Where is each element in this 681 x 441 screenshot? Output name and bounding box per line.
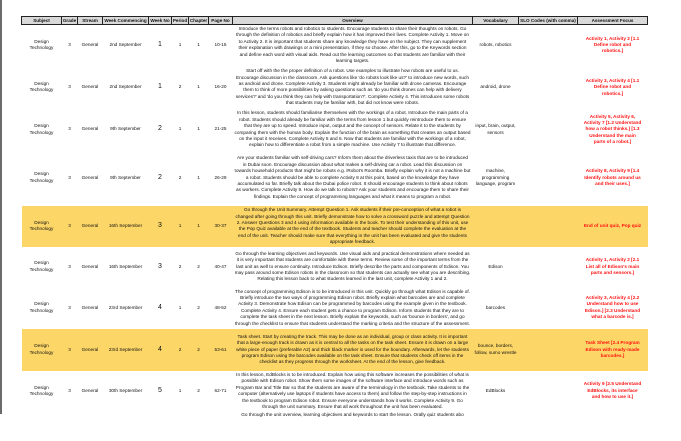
table-row [22,150,648,206]
cell-chapter: 2 [197,387,200,393]
cell-subject: Design Technology [29,260,54,272]
cell-week-commencing: 2nd September [109,84,142,90]
cell-slo [519,247,578,287]
column-header-page-no: Page No [209,17,233,25]
cell-assessment: End of unit quiz, Pop quiz [578,206,648,247]
cell-vocabulary: barcodes [485,304,506,310]
cell-period: 2 [178,174,182,180]
cell-vocabulary [473,411,519,441]
cell-assessment: Activity 3, Activity 4 [2.2 Understand how to use Edison.] [2.3 Understand what a barcode is.] [584,295,641,320]
column-header-stream: Stream [78,17,103,25]
cell-overview: In this lesson, EdBlocks is to be introduced. Explain how using this software increases the possibilities of what is possible with Edison robot. Show them some images of the software interface and introduce words such as Program Bar and Title Bar so that the students are aware of the terminology in the textbook. Take students to the computer (alternatively use laptops if students have access to them) and follow the step-by-step instructions in the textbook to program Edison robot. Ensure everyone understands how it works. Complete Activity 9. Go through the unit summary. Ensure that all work throughout the unit has been evaluated. [235,371,470,409]
cell-week-no: 4 [158,303,162,311]
cell-vocabulary: EdBlocks [485,387,506,393]
table-row [22,65,648,109]
cell-subject: Design Technology [29,81,54,93]
cell-period: 1 [172,206,189,247]
cell-stream: General [81,174,99,180]
cell-slo [519,109,578,149]
cell-week-commencing: 2nd September [109,42,142,48]
cell-stream: General [81,84,99,90]
cell-overview: Task sheet. Start by creating the track. This may be done as an individual, group or class activity. It is important that a large-enough track is drawn as it is central to all the tasks on the task sheet. Ensure it is drawn on a large white piece of paper (preferable A2) and thick black marker is used for the boundary. Afterwards, let the students program Edison using the barcodes available on the task sheet. Ensure that students check off items in the checklist as they progress through the worksheet. At the end of the lesson, give feedback. [233,329,473,371]
cell-week-commencing [103,411,149,441]
cell-week-no: 3 [149,206,172,247]
cell-stream: General [81,126,99,132]
column-header-grade: Grade [62,17,77,23]
lesson-plan-table [21,16,648,441]
table-row [22,371,648,411]
cell-vocabulary [473,206,519,247]
cell-grade: 3 [68,304,71,310]
column-header-subject: Subject [22,17,62,25]
cell-subject: Design Technology [29,384,54,397]
window-left-edge [0,0,2,414]
cell-stream: General [81,263,99,269]
cell-grade: 3 [62,206,78,247]
cell-week-commencing: 30th September [108,387,143,393]
cell-slo [519,206,578,247]
cell-page-no: 21-25 [214,126,227,132]
column-header-vocabulary: Vocabulary [473,17,519,25]
cell-slo [519,25,578,66]
cell-vocabulary: Edison [488,263,503,269]
column-header-period: Period [172,17,188,23]
cell-overview: Go through the learning objectives and keywords. Use visual aids and practical demonstrations where needed as it is very important that students are comfortable with these terms. Review some of the important terms from the last unit as well to ensure continuity. Introduce Edison. Briefly describe the parts and components of Edison. You may pass around some Edison robots in the classroom so that students can actually see what you are describing. Relating this lesson back to what students learned in the last unit, complete Activity 1 and 2. [234,250,471,282]
table-row [22,411,648,441]
cell-period: 2 [178,263,182,269]
cell-page-no: 26-29 [214,174,227,180]
cell-subject: Design Technology [29,171,54,183]
cell-week-no [149,411,172,441]
cell-assessment: Activity 5, Activity 6, Activity 7 [1.2 Understand how a robot thinks.] [1.3 Understand the main parts of a robot.] [583,113,642,145]
table-row [22,206,648,247]
cell-overview: In this lesson, students should familiarise themselves with the workings of a robot. Introduce the main parts of a robot. Students should already be familiar with the terms from lesson 1 but quickly reintroduce them to ensure that they are up to speed. Introduce input, output and the concept of sensors. Relate it to the students by comparing them with the human body. Explain the function of the brain as something that creates an output based on the input it receives. Complete Activity 5 and 6. Now that students are familiar with the workings of a robot, explain how to differentiate a robot from a simple machine. Use Activity 7 to illustrate that difference. [234,110,471,148]
cell-stream: General [81,42,99,48]
cell-period [172,411,189,441]
cell-period: 1 [178,126,182,132]
cell-grade: 3 [68,263,71,269]
cell-grade: 3 [68,84,71,90]
cell-week-commencing: 9th September [110,174,141,180]
cell-vocabulary: bounce, borders, follow, sumo wrestle [473,329,519,371]
cell-week-no: 2 [158,125,162,133]
cell-week-commencing: 9th September [110,126,141,132]
cell-page-no: 40-47 [214,263,227,269]
cell-slo [519,411,578,441]
cell-period: 1 [178,387,182,393]
cell-week-no: 1 [158,83,162,91]
cell-week-no: 2 [158,173,162,181]
cell-grade: 3 [68,174,71,180]
cell-assessment: Activity 1, Activity 2 [2.1 List all of Edison's main parts and sensors.] [585,257,640,276]
cell-week-commencing: 23rd September [103,329,149,371]
cell-week-commencing: 16th September [108,263,143,269]
cell-assessment: Task Sheet [2.4 Program Edison with ready-made barcodes.] [578,329,648,371]
table-row [22,109,648,149]
cell-stream: General [78,329,103,371]
cell-slo [519,371,578,411]
cell-chapter: 2 [197,304,200,310]
cell-overview: Go through the Unit Summary. Attempt Question 1. Ask students if their pre-conception of what a robot is changed after going through this unit. Briefly demonstrate how to solve a crossword puzzle and attempt Question 2. Answer Questions 3 and 4 using information available in the book. To test their understanding of this unit, use the Pop Quiz available at the end of the textbook. Students and teacher should complete the evaluation at the end of the unit. Teacher should make sure that everything in the unit has been evaluated and give the students appropriate feedback. [233,206,473,247]
cell-vocabulary: machine, programming language, program [475,168,516,187]
cell-vocabulary: android, drone [480,84,511,90]
column-header-overview: Overview [233,17,473,25]
cell-slo [519,150,578,206]
cell-page-no: 16-20 [214,84,227,90]
cell-stream [78,411,103,441]
column-header-chapter: Chapter [189,17,208,23]
cell-page-no: 53-61 [209,329,233,371]
cell-chapter: 1 [197,42,200,48]
header-row [22,17,648,25]
cell-week-commencing: 16th September [103,206,149,247]
cell-grade [62,411,78,441]
cell-chapter: 2 [189,329,209,371]
table-row [22,25,648,66]
cell-page-no: 48-52 [214,304,227,310]
cell-vocabulary: input, brain, output, sensors [475,123,516,135]
cell-chapter: 2 [197,263,200,269]
cell-week-no: 1 [158,41,162,49]
cell-page-no [209,411,233,441]
cell-assessment: Activity 1, Activity 2 [1.1 Define robot and robotics.] [585,35,640,54]
cell-assessment [578,411,648,441]
cell-subject [22,411,62,441]
cell-subject: Design Technology [22,329,62,371]
cell-stream: General [81,387,99,393]
cell-week-commencing: 23rd September [108,304,143,310]
cell-vocabulary: robots, robotics [479,42,512,48]
cell-subject: Design Technology [22,206,62,247]
cell-slo [519,329,578,371]
cell-overview: Go through the unit overview, learning objectives and keywords to start the lesson. Orally quiz students abo [241,412,464,418]
cell-chapter: 1 [197,84,200,90]
cell-assessment: Activity 3, Activity 4 [1.1 Define robot and robotics.] [585,77,640,96]
cell-assessment: Activity 9 [2.5 Understand EdBlocks, its interface and how to use it.] [583,381,642,400]
cell-overview: Are your students familiar with self-driving cars? Inform them about the driverless taxis that are to be introduced in Dubai soon. Encourage discussion about what makes a self-driving car a robot. Lead this discussion on towards household products that might be robots e.g. iRobot's Roomba. Briefly explain why it is not a machine but a robot. Students should be able to complete Activity 8 at this point, based on the knowledge they have accumulated so far. Briefly talk about the Dubai police robot. It should encourage students to think about robots as workers. Complete Activity 9. How do we talk to robots? Ask your students and encourage them to share their findings. Explain the concept of programming languages and what it means to program a robot. [234,155,471,199]
cell-chapter [189,411,209,441]
cell-subject: Design Technology [29,301,54,313]
cell-slo [519,65,578,109]
cell-period: 1 [178,42,182,48]
cell-overview: Start off with the the proper definition of a robot. Use examples to illustrate how robots are useful to us. Encourage discussion in the classroom. Ask questions like 'do robots look like us?' to introduce new words, such as android and drone. Complete Activity 3. Students might already be familiar with drone cameras. Encourage them to think of more possibilities by asking questions such as 'do you think drones can help with delivery services?' and 'do you think they can help with transportation?'. Complete Activity 4. This introduces some robots that students may be familiar with, but did not know were robots. [235,68,470,106]
cell-stream: General [78,206,103,247]
cell-grade: 3 [68,42,71,48]
table-row [22,287,648,329]
cell-subject: Design Technology [29,38,54,51]
cell-grade: 3 [68,387,71,393]
cell-week-no: 4 [149,329,172,371]
cell-assessment: Activity 8, Activity 9 [1.4 Identify robots around us and their uses.] [584,168,641,187]
column-header-week-commencing: Week Commencing [104,17,147,23]
table-row [22,247,648,287]
cell-page-no: 30-37 [209,206,233,247]
cell-subject: Design Technology [29,123,54,135]
cell-chapter: 1 [197,174,200,180]
cell-week-no: 3 [158,262,162,270]
cell-grade: 3 [62,329,78,371]
cell-period: 2 [172,329,189,371]
table-row [22,329,648,371]
cell-overview: The concept of programming Edison is to be introduced in this unit. Quickly go through what Edison is capable of. Briefly introduce the two ways of programming Edison robot. Briefly explain what barcodes are and complete Activity 3. Demonstrate how Edison can be programmed by barcodes using the example given in the textbook. Complete Activity 4. Ensure each student gets a chance to program Edison. Inform students that they are to complete the task sheet in the next lesson. Briefly explain the keywords, such as 'bounce in borders', and go through the checklist to ensure that students understand the marking criteria and the structure of the assessment. [234,288,471,326]
column-header-week-no: Week No [150,17,170,23]
cell-stream: General [81,304,99,310]
cell-page-no: 10-15 [214,42,227,48]
cell-grade: 3 [68,126,71,132]
cell-period: 1 [178,304,182,310]
cell-chapter: 1 [197,126,200,132]
column-header-assessment: Assessment Focus [578,17,648,25]
column-header-slo: SLO Codes (with comma) [520,17,576,23]
cell-period: 2 [178,84,182,90]
cell-page-no: 62-71 [214,387,227,393]
cell-week-no: 5 [158,386,162,394]
cell-chapter: 1 [189,206,209,247]
cell-overview: Introduce the terms robots and robotics to students. Encourage students to share their thoughts on robots. Go through the definition of robotics and briefly explain how it has improved their lives. Complete Activity 1. Move on to Activity 2. It is important that students share any knowledge they have on the subject. They can supplement their explanation with drawings or a mini presentation, if they so choose. After this, go to the Keywords section and define each word with visual aids. Read out the learning outcomes so that students are familiar with their learning targets. [236,26,469,64]
cell-slo [519,287,578,329]
